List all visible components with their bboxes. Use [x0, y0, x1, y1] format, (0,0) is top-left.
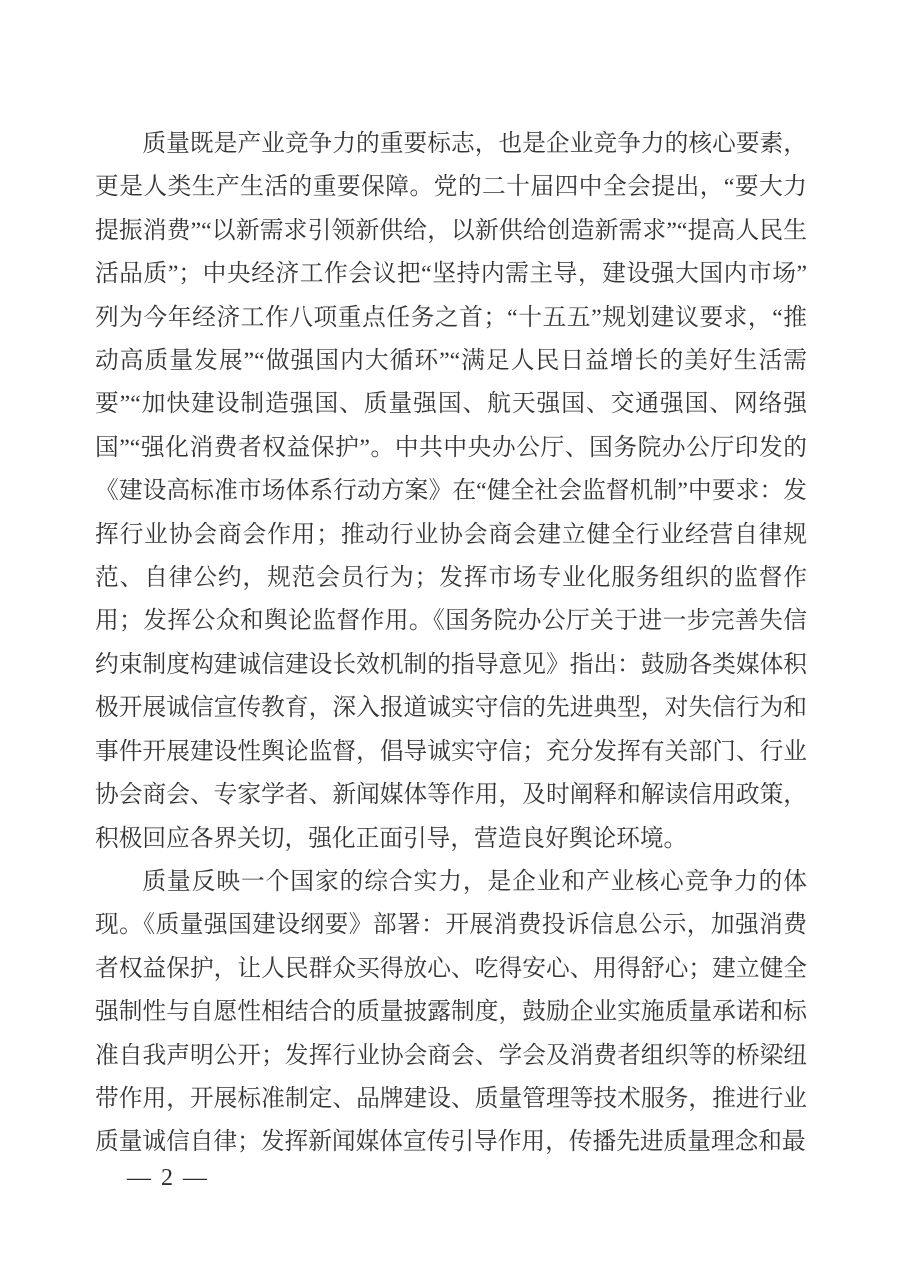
paragraph-1: 质量既是产业竞争力的重要标志，也是企业竞争力的核心要素，更是人类生产生活的重要保障。党的二十届四中全会提出，“要大力提振消费”“以新需求引领新供给，以新供给创造新需求”“提高人民生活品质”；中央经济工作会议把“坚持内需主导，建设强大国内市场”列为今年经济工作八项重点任务之首；“十五五”规划建议要求，“推动高质量发展”“做强国内大循环”“满足人民日益增长的美好生活需要”“加快建设制造强国、质量强国、航天强国、交通强国、网络强国”“强化消费者权益保护”。中共中央办公厅、国务院办公厅印发的《建设高标准市场体系行动方案》在“健全社会监督机制”中要求：发挥行业协会商会作用；推动行业协会商会建立健全行业经营自律规范、自律公约，规范会员行为；发挥市场专业化服务组织的监督作用；发挥公众和舆论监督作用。《国务院办公厅关于进一步完善失信约束制度构建诚信建设长效机制的指导意见》指出：鼓励各类媒体积极开展诚信宣传教育，深入报道诚实守信的先进典型，对失信行为和事件开展建设性舆论监督，倡导诚实守信；充分发挥有关部门、行业协会商会、专家学者、新闻媒体等作用，及时阐释和解读信用政策，积极回应各界关切，强化正面引导，营造良好舆论环境。: [95, 131, 807, 852]
paragraph-2: 质量反映一个国家的综合实力，是企业和产业核心竞争力的体现。《质量强国建设纲要》部署：开展消费投诉信息公示，加强消费者权益保护，让人民群众买得放心、吃得安心、用得舒心；建立健全强制性与自愿性相结合的质量披露制度，鼓励企业实施质量承诺和标准自我声明公开；发挥行业协会商会、学会及消费者组织等的桥梁纽带作用，开展标准制定、品牌建设、质量管理等技术服务，推进行业质量诚信自律；发挥新闻媒体宣传引导作用，传播先进质量理念和最: [95, 868, 807, 1156]
document-body: [95, 123, 807, 1165]
page-number: — 2 —: [127, 1165, 209, 1191]
